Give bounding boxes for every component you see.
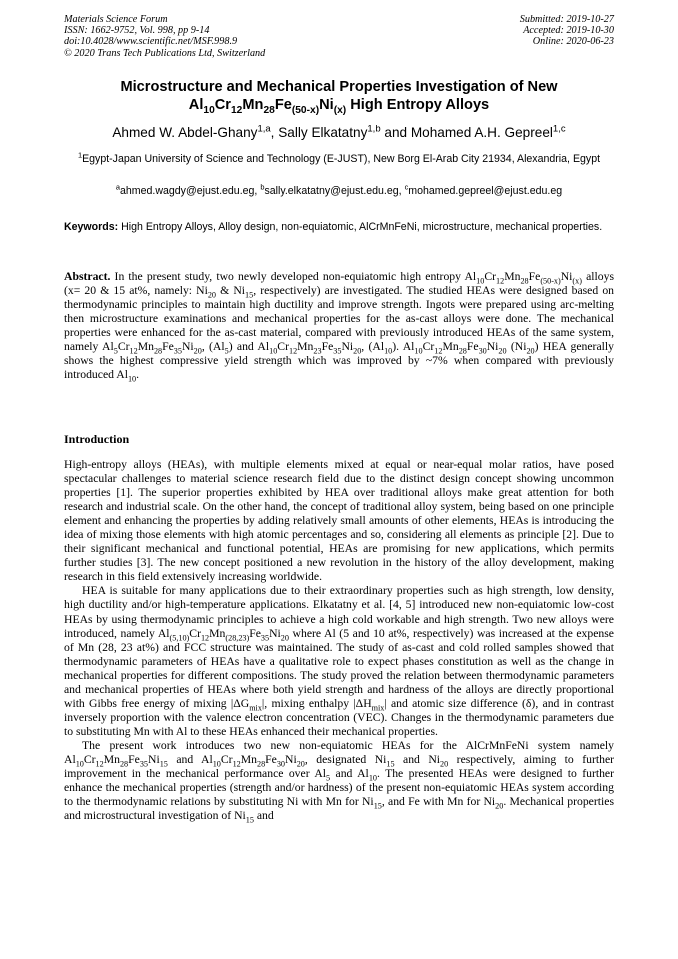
abstract-label: Abstract.	[64, 270, 111, 283]
abstract: Abstract. In the present study, two newly developed non-equiatomic high entropy $Al_{10}Cr_{12}Mn_{28}Fe_{(50-x)}Ni_{(x)}$ alloys (x= 20 & 15 at%, namely: $Ni_{20}$ & $Ni_{15}$, respectively) are investigated. The studied HEAs were designed based on thermodynamic principles to maintain high ductility and improve strength. Ingots were prepared using arc-melting then microstructure examinations and mechanical properties for the as-cast alloys were done. The mechanical properties were enhanced for the as-cast material, compared with previously introduced HEAs of the same system, namely $Al_5Cr_{12}Mn_{28}Fe_{35}Ni_{20}$, $(Al_5)$ and $Al_{10}Cr_{12}Mn_{23}Fe_{35}Ni_{20}$, $(Al_{10})$. $Al_{10}Cr_{12}Mn_{28}Fe_{30}Ni_{20}$ $(Ni_{20})$ HEA generally shows the highest compressive yield strength which was improved by ~7% when compared with previously introduced $Al_{10}$.	[64, 270, 615, 384]
online-date: Online: 2020-06-23	[532, 36, 614, 48]
keywords-label: Keywords:	[64, 221, 119, 233]
title-line-1: Microstructure and Mechanical Properties Investigation of New	[120, 79, 558, 95]
affiliation: $^1$Egypt-Japan University of Science and Technology (E-JUST), New Borg El-Arab City 21934, Alexandria, Egypt	[77, 150, 601, 165]
introduction-heading: Introduction	[64, 432, 130, 446]
doi: doi:10.4028/www.scientific.net/MSF.998.9	[64, 36, 238, 48]
submitted-date: Submitted: 2019-10-27	[519, 14, 614, 25]
paper-title	[40, 78, 638, 114]
introduction-body	[64, 458, 614, 823]
intro-paragraph-2: HEA is suitable for many applications due to their extraordinary properties such as high strength, low density, high ductility and/or high-temperature applications. Elkatatny et al. [4, 5] introduced new non-equiatomic low-cost HEAs by using thermodynamic principles to achieve a high cold workable and high strength. Two new alloys were introduced, namely $Al_{(5,10)}Cr_{12}Mn_{(28,23)}Fe_{35}Ni_{20}$ where Al (5 and 10 at%, respectively) was increased at the expense of Mn (28, 23 at%) and FCC structure was maintained. The study of as-cast and cold rolled samples showed that thermodynamic parameters of HEAs have a qualitative role to expect phases constitution as well as the change in mechanical properties for different compositions. The study proved the relation between thermodynamic parameters and mechanical properties of HEAs where both yield strength and hardness of the alloys are directly proportional with Gibbs free energy of mixing $|\Delta G_{mix}|$, mixing enthalpy $|\Delta H_{mix}|$ and atomic size difference (δ), and in contrast inversely proportion with the valence electron concentration (VEC). Changes in the thermodynamic parameters due to substituting Mn with Al to these HEAs enhanced their mechanical properties.	[64, 584, 614, 738]
accepted-date: Accepted: 2019-10-30	[523, 25, 614, 37]
title-line-2: $Al_{10}Cr_{12}Mn_{28}Fe_{(50-x)}Ni_{(x)}$ High Entropy Alloys	[188, 97, 490, 116]
journal-name: Materials Science Forum	[64, 14, 168, 25]
copyright: © 2020 Trans Tech Publications Ltd, Switzerland	[64, 47, 266, 59]
issn-volume: ISSN: 1662-9752, Vol. 998, pp 9-14	[64, 25, 210, 37]
author-emails: $^a$ahmed.wagdy@ejust.edu.eg, $^b$sally.elkatatny@ejust.edu.eg, $^c$mohamed.gepreel@ejust.edu.eg	[115, 182, 563, 197]
author-list: Ahmed W. Abdel-Ghany$^{1,a}$, Sally Elkatatny$^{1,b}$ and Mohamed A.H. Gepreel$^{1,c}$	[112, 123, 566, 140]
intro-paragraph-1: High-entropy alloys (HEAs), with multiple elements mixed at equal or near-equal molar ratios, have posed spectacular challenges to material science research field due to the distinct design concept showing uncommon properties [1]. The superior properties exhibited by HEA over traditional alloys make great attention for both research and industrial scale. On the other hand, the concept of traditional alloy system, being based on one principle element and enhancing the properties by adding relatively small amounts of other elements, HEAs is introducing the idea of mixing those elements with high atomic percentages and so, considering all elements as principle [2]. Due to their significant mechanical and functional potential, HEAs are promising for new applications, which permits further studies [3]. The new concept positioned a new revolution in the history of the alloy development, making research in this field extensively increasing worldwide.	[64, 458, 614, 584]
dates-header	[520, 14, 614, 48]
journal-header	[64, 14, 265, 59]
keywords: Keywords: High Entropy Alloys, Alloy design, non-equiatomic, AlCrMnFeNi, microstructure, mechanical properties.	[64, 221, 603, 233]
intro-paragraph-3: The present work introduces two new non-equiatomic HEAs for the AlCrMnFeNi system namely $Al_{10}Cr_{12}Mn_{28}Fe_{35}Ni_{15}$ and $Al_{10}Cr_{12}Mn_{28}Fe_{30}Ni_{20}$, designated $Ni_{15}$ and $Ni_{20}$ respectively, aiming to further improvement in the mechanical performance over $Al_5$ and $Al_{10}$. The presented HEAs were designed to further enhance the mechanical properties (strength and/or hardness) of the present non-equiatomic HEAs system according to the thermodynamic relations by substituting Ni with Mn for $Ni_{15}$, and Fe with Mn for $Ni_{20}$. Mechanical properties and microstructural investigation of $Ni_{15}$ and	[64, 738, 615, 825]
